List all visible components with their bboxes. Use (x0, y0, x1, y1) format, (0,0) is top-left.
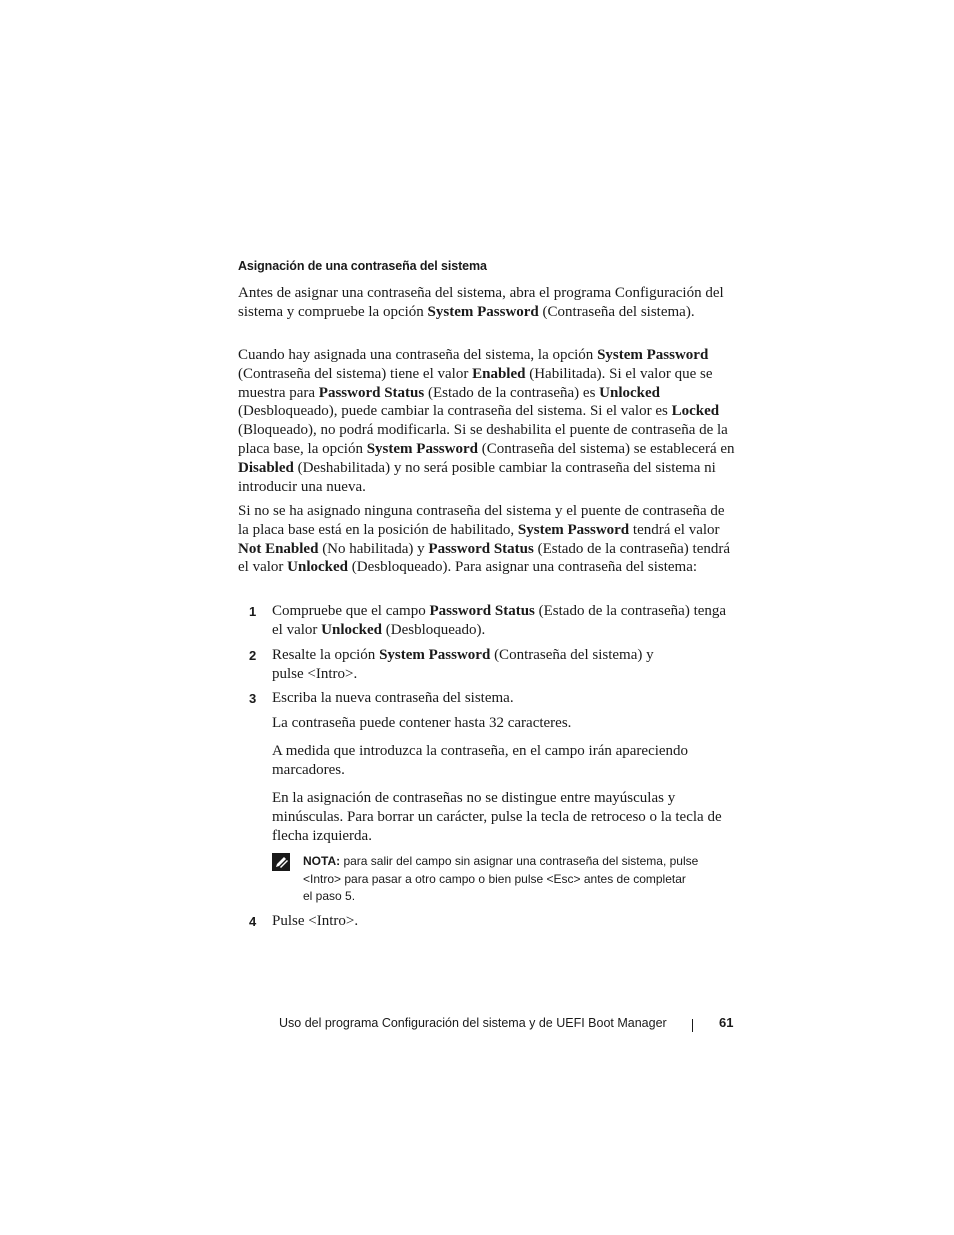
paragraph-intro: Antes de asignar una contraseña del sistema, abra el programa Configuración del sistema y compruebe la opción System Password (Contraseña del sistema). (238, 285, 724, 320)
paragraph-no-password: Si no se ha asignado ninguna contraseña del sistema y el puente de contraseña de la placa base está en la posición de habilitado, System Password tendrá el valor Not Enabled (No habilitada) y Password Status (Estado de la contraseña) tendrá el valor Unlocked (Desbloqueado). Para asignar una contraseña del sistema: (238, 503, 731, 576)
section-heading: Asignación de una contraseña del sistema (238, 259, 487, 273)
note-label: NOTA: (303, 854, 341, 868)
step-number: 2 (249, 648, 257, 663)
note-block: NOTA: para salir del campo sin asignar una contraseña del sistema, pulse <Intro> para pasar a otro campo o bien pulse <Esc> antes de completar el paso 5. (303, 854, 699, 903)
note-pencil-icon (272, 853, 290, 871)
page-number: 61 (719, 1015, 734, 1030)
paragraph-status: Cuando hay asignada una contraseña del sistema, la opción System Password (Contraseña del sistema) tiene el valor Enabled (Habilitada). Si el valor que se muestra para Password Status (Estado de la contraseña) es Unlocked (Desbloqueado), puede cambiar la contraseña del sistema. Si el valor es Locked (Bloqueado), no podrá modificarla. Si se deshabilita el puente de contraseña de la placa base, la opción System Password (Contraseña del sistema) se establecerá en Disabled (Deshabilitada) y no será posible cambiar la contraseña del sistema ni introducir una nueva. (238, 347, 735, 495)
step-detail: La contraseña puede contener hasta 32 caracteres. (272, 715, 572, 731)
step-number: 3 (249, 691, 257, 706)
step-text: Escriba la nueva contraseña del sistema. (272, 690, 514, 706)
step-number: 1 (249, 604, 257, 619)
step-text: Pulse <Intro>. (272, 913, 359, 929)
step-number: 4 (249, 914, 257, 929)
footer-separator (692, 1019, 693, 1032)
step-detail: En la asignación de contraseñas no se distingue entre mayúsculas y minúsculas. Para borrar un carácter, pulse la tecla de retroceso o la tecla de flecha izquierda. (272, 790, 722, 844)
footer-title: Uso del programa Configuración del sistema y de UEFI Boot Manager (279, 1016, 667, 1030)
step-detail: A medida que introduzca la contraseña, en el campo irán apareciendo marcadores. (272, 743, 689, 778)
step-text: Compruebe que el campo Password Status (Estado de la contraseña) tenga el valor Unlocked (Desbloqueado). (272, 603, 727, 638)
step-text: Resalte la opción System Password (Contraseña del sistema) y pulse <Intro>. (272, 647, 654, 682)
